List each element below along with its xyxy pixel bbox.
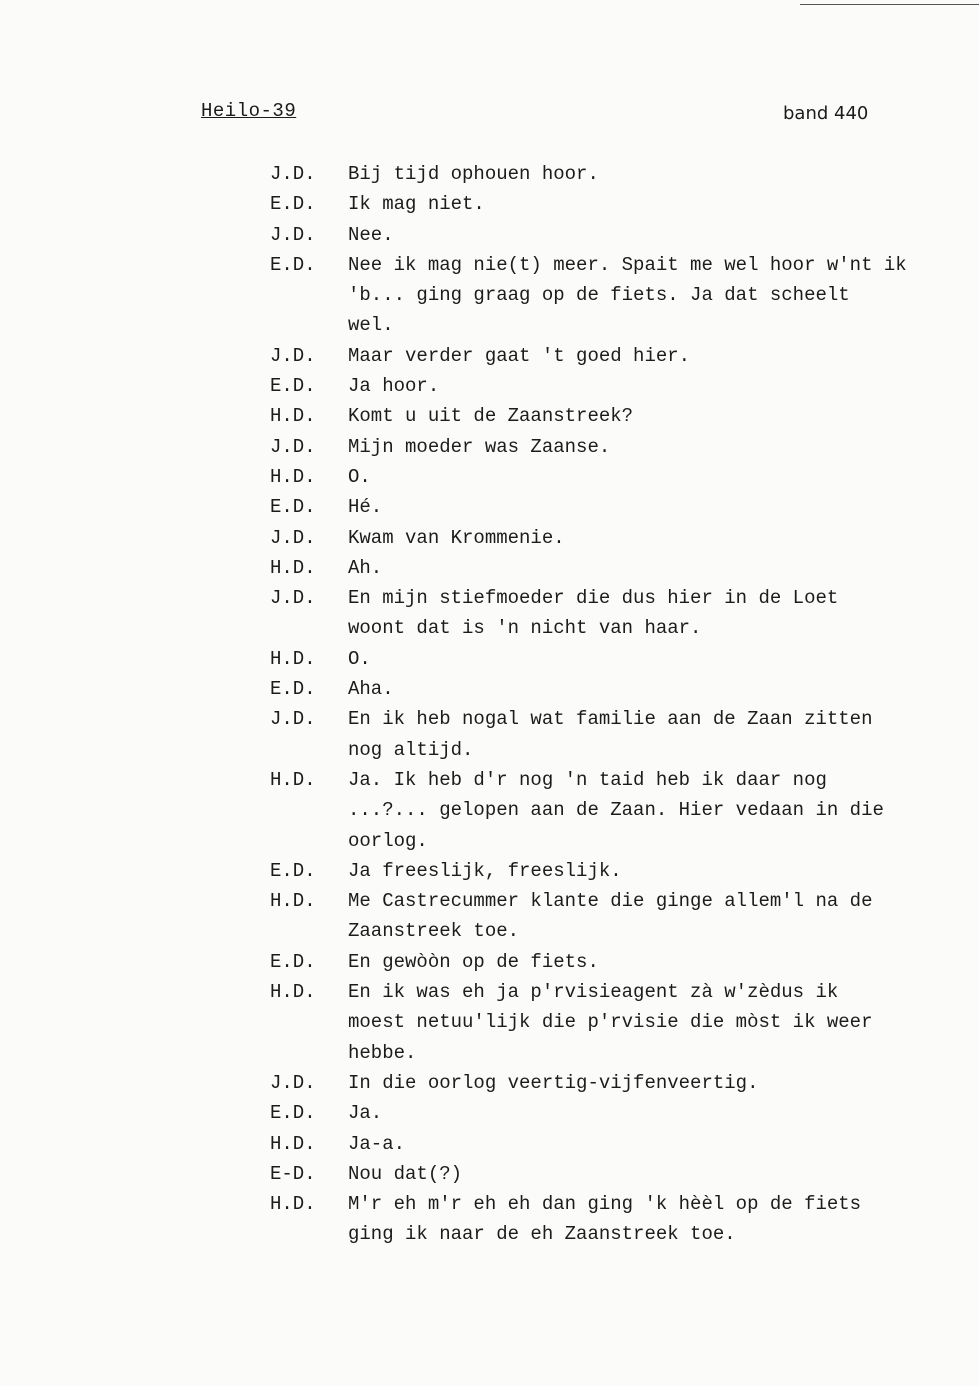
transcript-turn [270,674,950,704]
speaker-label: J.D. [270,587,316,610]
transcript-turn [270,462,950,492]
transcript-turn [270,856,950,886]
utterance-line: oorlog. [348,829,428,852]
transcript-turn [270,977,950,1068]
utterance-line: O. [348,465,371,488]
utterance-line: Komt u uit de Zaanstreek? [348,405,634,428]
transcript-turn [270,250,950,341]
transcript-turn [270,220,950,250]
speaker-label: H.D. [270,981,316,1004]
speaker-label: E.D. [270,375,316,398]
speaker-label: J.D. [270,435,316,458]
speaker-label: H.D. [270,556,316,579]
utterance [348,947,950,977]
transcript-turn [270,1129,950,1159]
utterance-line: Me Castrecummer klante die ginge allem'l na de [348,890,873,913]
utterance-line: Ik mag niet. [348,193,485,216]
utterance-line: Ja. Ik heb d'r nog 'n taid heb ik daar nog [348,768,827,791]
utterance-line: Mijn moeder was Zaanse. [348,435,611,458]
transcript-turn [270,1159,950,1189]
speaker-label: J.D. [270,526,316,549]
tape-number: band 440 [783,103,869,124]
utterance-line: 'b... ging graag op de fiets. Ja dat scheelt [348,284,850,307]
utterance-line: wel. [348,314,394,337]
utterance-line: Maar verder gaat 't goed hier. [348,344,691,367]
transcript-turn [270,371,950,401]
utterance-line: O. [348,647,371,670]
utterance [348,1159,950,1189]
utterance [348,523,950,553]
utterance-line: Hé. [348,496,383,519]
transcript-turn [270,886,950,947]
utterance-line: Ja hoor. [348,375,440,398]
utterance [348,1129,950,1159]
transcript-turn [270,432,950,462]
utterance-line: Ja. [348,1102,383,1125]
transcript-turn [270,401,950,431]
document-title: Heilo-39 [201,100,297,122]
transcript-turn [270,159,950,189]
utterance-line: moest netuu'lijk die p'rvisie die mòst ik weer [348,1011,873,1034]
utterance [348,432,950,462]
transcript-turn [270,1098,950,1128]
utterance-line: M'r eh m'r eh eh dan ging 'k hèèl op de fiets [348,1193,862,1216]
speaker-label: H.D. [270,465,316,488]
speaker-label: H.D. [270,1193,316,1216]
top-rule [800,4,979,5]
utterance-line: Nee. [348,223,394,246]
utterance [348,1068,950,1098]
speaker-label: H.D. [270,405,316,428]
utterance-line: En gewòòn op de fiets. [348,950,599,973]
speaker-label: H.D. [270,647,316,670]
utterance-line: In die oorlog veertig-vijfenveertig. [348,1071,759,1094]
transcript-turn [270,947,950,977]
utterance-line: hebbe. [348,1041,417,1064]
speaker-label: E.D. [270,950,316,973]
transcript-turn [270,765,950,856]
speaker-label: J.D. [270,163,316,185]
utterance [348,341,950,371]
transcript-turn [270,341,950,371]
utterance [348,644,950,674]
utterance [348,220,950,250]
speaker-label: E.D. [270,1102,316,1125]
utterance [348,553,950,583]
utterance-line: Ja-a. [348,1132,406,1155]
utterance [348,189,950,219]
transcript-turn [270,553,950,583]
transcript-turn [270,704,950,765]
utterance [348,977,950,1068]
utterance [348,159,950,189]
speaker-label: E.D. [270,859,316,882]
speaker-label: E-D. [270,1162,316,1185]
utterance-line: woont dat is 'n nicht van haar. [348,617,702,640]
utterance [348,1189,950,1250]
speaker-label: H.D. [270,890,316,913]
utterance-line: En ik was eh ja p'rvisieagent zà w'zèdus ik [348,981,839,1004]
utterance [348,765,950,856]
utterance [348,401,950,431]
utterance-line: Zaanstreek toe. [348,920,520,943]
utterance [348,492,950,522]
speaker-label: E.D. [270,193,316,216]
transcript-turn [270,583,950,644]
transcript-turn [270,492,950,522]
speaker-label: E.D. [270,678,316,701]
speaker-label: E.D. [270,253,316,276]
speaker-label: J.D. [270,344,316,367]
speaker-label: E.D. [270,496,316,519]
speaker-label: J.D. [270,708,316,731]
speaker-label: J.D. [270,1071,316,1094]
utterance-line: Ja freeslijk, freeslijk. [348,859,622,882]
utterance-line: Nou dat(?) [348,1162,463,1185]
transcript-turn [270,523,950,553]
utterance [348,250,950,341]
utterance-line: nog altijd. [348,738,474,761]
utterance [348,674,950,704]
utterance-line: Ah. [348,556,383,579]
utterance [348,1098,950,1128]
utterance-line: Nee ik mag nie(t) meer. Spait me wel hoor w'nt ik [348,253,907,276]
utterance-line: En mijn stiefmoeder die dus hier in de Loet [348,587,839,610]
transcript-turn [270,189,950,219]
speaker-label: H.D. [270,768,316,791]
speaker-label: J.D. [270,223,316,246]
utterance [348,462,950,492]
utterance-line: ...?... gelopen aan de Zaan. Hier vedaan in die [348,799,884,822]
utterance [348,704,950,765]
transcript [270,159,950,1250]
utterance-line: En ik heb nogal wat familie aan de Zaan zitten [348,708,873,731]
transcript-turn [270,1189,950,1250]
utterance [348,371,950,401]
transcript-turn [270,644,950,674]
speaker-label: H.D. [270,1132,316,1155]
utterance [348,856,950,886]
utterance [348,886,950,947]
transcript-turn [270,1068,950,1098]
utterance-line: Bij tijd ophouen hoor. [348,163,599,185]
utterance-line: ging ik naar de eh Zaanstreek toe. [348,1223,736,1246]
utterance-line: Kwam van Krommenie. [348,526,565,549]
utterance-line: Aha. [348,678,394,701]
utterance [348,583,950,644]
